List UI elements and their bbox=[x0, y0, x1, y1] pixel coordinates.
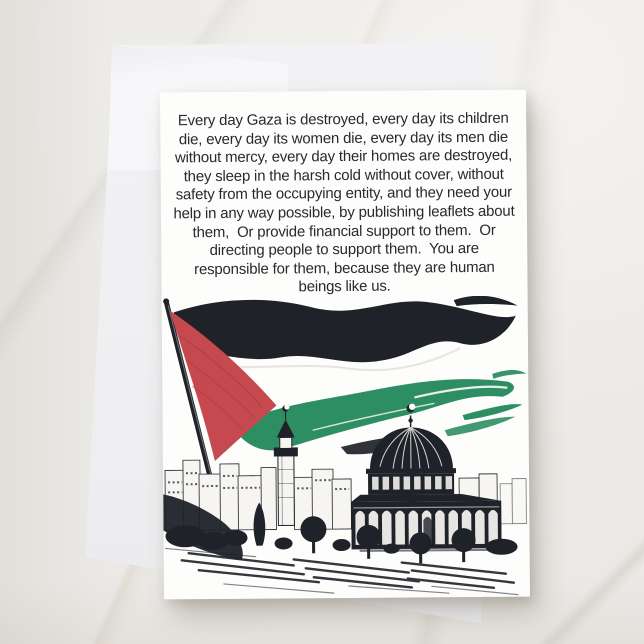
message-line: die, every day its women die, every day its men die bbox=[178, 128, 509, 148]
message-line: they sleep in the harsh cold without cover, without bbox=[183, 165, 504, 186]
message-line: Every day Gaza is destroyed, every day its children bbox=[177, 109, 509, 130]
message-line: beings like us. bbox=[298, 277, 391, 296]
message-line: responsible for them, because they are human bbox=[194, 258, 495, 278]
message-line: directing people to support them. You are bbox=[209, 240, 479, 260]
message-line: them, Or provide financial support to them. Or bbox=[192, 221, 496, 241]
flag-jerusalem-illustration bbox=[162, 296, 530, 600]
greeting-card bbox=[160, 90, 530, 600]
message-line: without mercy, every day their homes are destroyed, bbox=[174, 146, 513, 167]
message-line: help in any way possible, by publishing leaflets about bbox=[173, 202, 515, 223]
message-line: safety from the occupying entity, and they need your bbox=[175, 184, 512, 204]
card-message bbox=[160, 110, 527, 299]
